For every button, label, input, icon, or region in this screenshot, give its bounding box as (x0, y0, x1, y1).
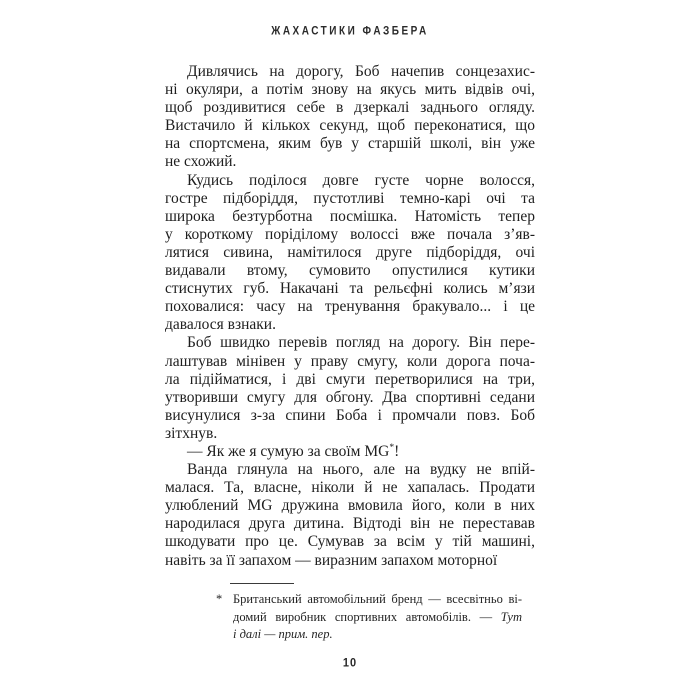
footnote-italic-text: і далі — прим. пер. (233, 627, 333, 641)
text-line: малася. Та, власне, ніколи й не хапалась. Продати (165, 479, 535, 497)
text-line: гостре підборіддя, пустотливі темно-карі очі та (165, 189, 535, 207)
footnote (216, 591, 522, 644)
text-line: не схожий. (165, 153, 237, 171)
text-line: Кудись поділося довге густе чорне волосся, (187, 171, 535, 189)
paragraph (165, 334, 535, 443)
text-line: ла підійматися, і дві смуги перетворилися на три, (165, 370, 535, 388)
text-line: Дивлячись на дорогу, Боб начепив сонцезахис- (187, 63, 535, 80)
text-line: Вистачило й кількох секунд, щоб переконатися, що (165, 117, 535, 135)
text-line: стиснутих губ. Накачані та рельєфні колись м’язи (165, 280, 535, 298)
text-line: давалося взнаки. (165, 316, 276, 334)
text-line: утворивши смугу для обгону. Два спортивні седани (165, 388, 535, 406)
paragraph (165, 443, 535, 461)
text-line: лаштував мінівен у праву смугу, коли дорога поча- (165, 352, 535, 370)
text-line: висунулися з-за спини Боба і промчали повз. Боб (165, 406, 535, 424)
footnote-line (233, 609, 522, 627)
footnote-text: Британський автомобільний бренд — всесвітньо ві- (233, 592, 522, 606)
text-line: видавали втому, сумовито опустилися кутики (165, 262, 535, 280)
body-text (165, 63, 535, 570)
text-line: поховалися: часу на тренування бракувало... і це (165, 298, 535, 316)
text-line: щоб роздивитися себе в дзеркалі заднього огляду. (165, 99, 535, 117)
text-line: Ванда глянула на нього, але на вудку не впій- (187, 461, 535, 479)
footnote-divider (230, 583, 294, 584)
text-line: у короткому поріділому волоссі вже почала з’яв- (165, 225, 535, 243)
footnote-line (233, 626, 522, 644)
running-title: ЖАХАСТИКИ ФАЗБЕРА (271, 25, 429, 38)
footnote-line (233, 591, 522, 609)
text-line: ні окуляри, а потім знову на якусь мить відвів очі, (165, 81, 535, 99)
footnote-text: домий виробник спортивних автомобілів. — (233, 609, 501, 624)
text-line: — Як же я сумую за своїм MG*! (187, 442, 400, 460)
text-line: Боб швидко перевів погляд на дорогу. Він пере- (187, 334, 535, 352)
text-line: лятися сивина, намітилося друге підборіддя, очі (165, 243, 535, 261)
footnote-italic-text: Тут (500, 609, 522, 624)
paragraph (165, 172, 535, 335)
paragraph (165, 461, 535, 570)
footnote-marker: * (216, 592, 223, 606)
footnote-lines (233, 591, 522, 644)
page-number: 10 (342, 656, 358, 670)
text-line: шкодувати про це. Сумував за всім у тій машині, (165, 533, 535, 551)
paragraph (165, 63, 535, 172)
text-line: народилася друга дитина. Відтоді він не переставав (165, 515, 535, 533)
text-line: на спортсмена, яким був у старшій школі, він уже (165, 135, 535, 153)
text-line: улюблений MG дружина вмовила його, коли в них (165, 497, 535, 515)
text-line: зітхнув. (165, 424, 218, 442)
text-line: навіть за її запахом — виразним запахом моторної (165, 551, 498, 569)
text-line: широка безтурботна посмішка. Натомість тепер (165, 207, 535, 225)
